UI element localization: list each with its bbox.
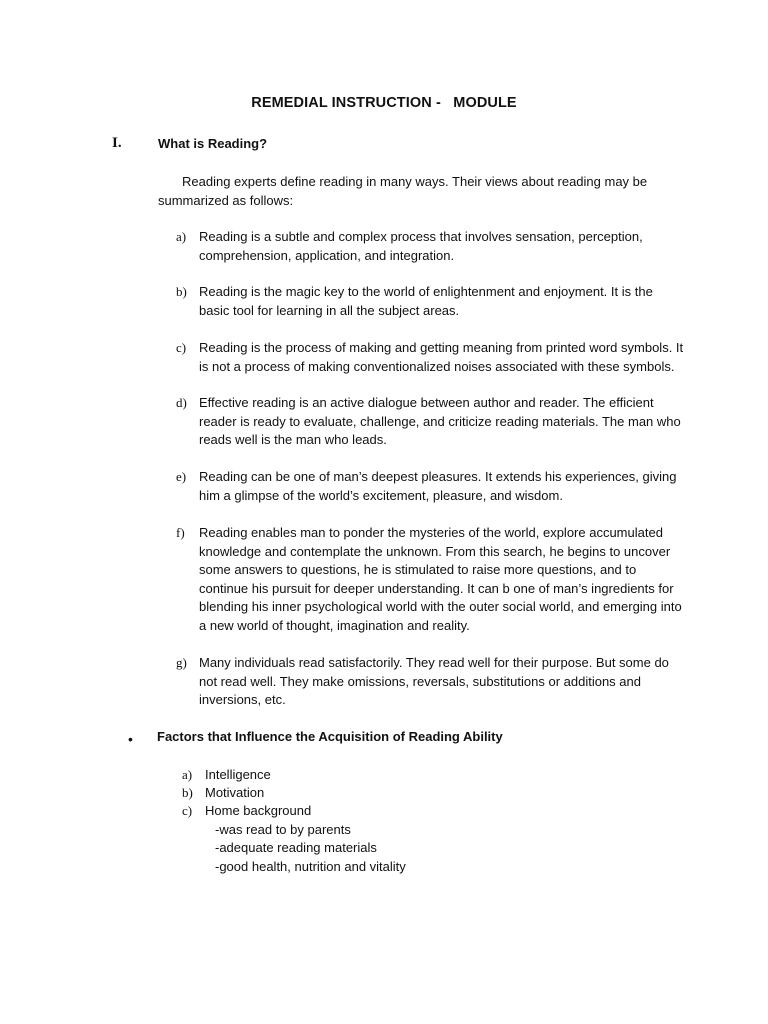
list-item-text: Reading can be one of man’s deepest pleasures. It extends his experiences, giving him a glimpse of the world’s excitement, pleasure, and wisdom. [199, 469, 677, 503]
list-item [176, 339, 686, 376]
list-item-text: Reading enables man to ponder the mysteries of the world, explore accumulated knowledge and contemplate the unknown. From this search, he begins to uncover some answers to questions, he is stimulated to raise more questions, and to continue his pursuit for deeper understanding. It can b one of man’s ingredients for blending his inner psychological world with the outer social world, and emerging into a new world of thought, imagination and reality. [199, 525, 682, 633]
list-marker: b) [176, 284, 187, 299]
list-item-text: Reading is the process of making and getting meaning from printed word symbols. It is not a process of making conventionalized noises associated with these symbols. [199, 340, 684, 374]
factor-item [182, 802, 311, 820]
list-item-text: Reading is the magic key to the world of enlightenment and enjoyment. It is the basic tool for learning in all the subject areas. [199, 284, 653, 318]
list-item [176, 654, 686, 710]
sub-item: -was read to by parents [215, 822, 351, 837]
list-item-text: Many individuals read satisfactorily. They read well for their purpose. But some do not read well. They make omissions, reversals, substitutions or additions and inversions, etc. [199, 655, 669, 707]
list-item [176, 394, 686, 450]
factor-item [182, 766, 271, 784]
list-marker: d) [176, 395, 187, 410]
factor-text: Home background [205, 803, 312, 818]
list-marker: g) [176, 655, 187, 670]
bullet-icon: • [128, 731, 133, 747]
section-title: What is Reading? [158, 136, 268, 151]
list-marker: f) [176, 525, 185, 540]
intro-paragraph: Reading experts define reading in many ways. Their views about reading may be summarized as follows: [158, 174, 648, 208]
list-item [176, 283, 686, 320]
list-marker: b) [182, 785, 193, 800]
list-marker: c) [182, 803, 193, 818]
list-item [176, 524, 686, 635]
list-item-text: Reading is a subtle and complex process that involves sensation, perception, comprehension, application, and integration. [199, 229, 643, 263]
factors-heading: Factors that Influence the Acquisition of Reading Ability [157, 729, 503, 744]
sub-item: -adequate reading materials [215, 840, 377, 855]
list-marker: a) [176, 229, 187, 244]
list-item-text: Effective reading is an active dialogue between author and reader. The efficient reader is ready to evaluate, challenge, and criticize reading materials. The man who reads well is the man who leads. [199, 395, 681, 447]
sub-item: -good health, nutrition and vitality [215, 859, 406, 874]
section-number: I. [112, 135, 122, 151]
list-marker: e) [176, 469, 187, 484]
factor-item [182, 784, 264, 802]
factor-text: Intelligence [205, 767, 271, 782]
list-marker: c) [176, 340, 187, 355]
list-marker: a) [182, 767, 193, 782]
list-item [176, 468, 686, 505]
list-item [176, 228, 686, 265]
factor-text: Motivation [205, 785, 265, 800]
document-title: REMEDIAL INSTRUCTION - MODULE [251, 95, 517, 111]
